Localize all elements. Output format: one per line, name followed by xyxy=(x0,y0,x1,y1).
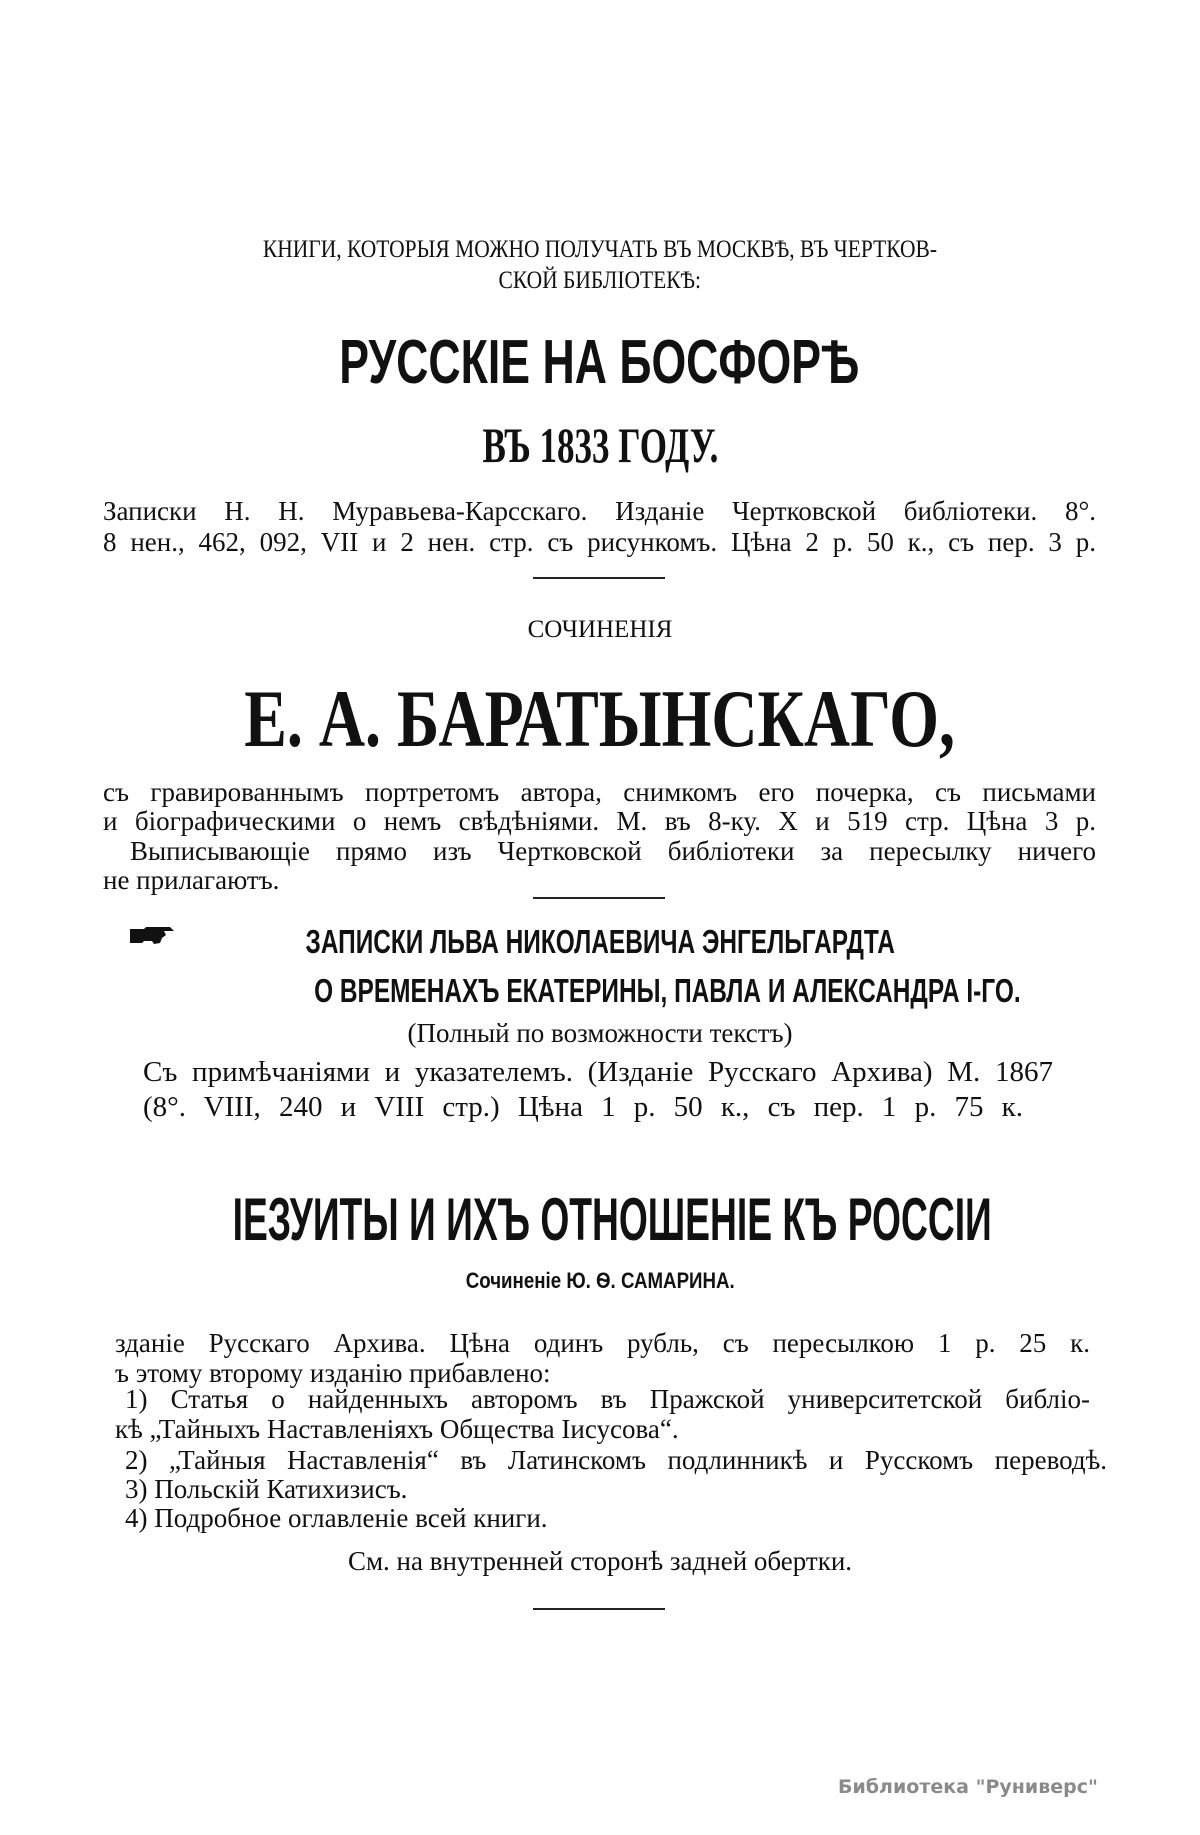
book2-desc-4: не прилагаютъ. xyxy=(103,865,280,895)
book4-footer: См. на внутренней сторонѣ задней обертки. xyxy=(347,1546,853,1576)
book2-desc-3: Выписывающіе прямо изъ Чертковской библіотеки за пересылку ничего xyxy=(130,836,1096,866)
book3-title-2-text: О ВРЕМЕНАХЪ ЕКАТЕРИНЫ, ПАВЛА И АЛЕКСАНДРА I-ГО. xyxy=(314,972,1021,1009)
book1-title-text: РУССКІЕ НА БОСФОРѢ xyxy=(339,328,861,397)
divider xyxy=(533,577,665,579)
header-line-1 xyxy=(0,237,1200,262)
book1-desc-1: Записки Н. Н. Муравьева-Карсскаго. Изданіе Чертковской библіотеки. 8°. xyxy=(103,496,1096,526)
book4-author xyxy=(0,1270,1200,1292)
book3-title-2 xyxy=(190,974,1110,1007)
book4-item-1: 1) Статья о найденныхъ авторомъ въ Пражской университетской библіо- xyxy=(125,1384,1090,1414)
book4-author-text: Сочиненіе Ю. Ѳ. САМАРИНА. xyxy=(465,1268,735,1293)
book3-title-1-text: ЗАПИСКИ ЛЬВА НИКОЛАЕВИЧА ЭНГЕЛЬГАРДТА xyxy=(305,923,895,960)
book3-desc-1: Съ примѣчаніями и указателемъ. (Изданіе Русскаго Архива) М. 1867 xyxy=(143,1056,1053,1088)
book2-desc-1: съ гравированнымъ портретомъ автора, снимкомъ его почерка, съ письмами xyxy=(103,777,1096,807)
book4-item-4: 4) Подробное оглавленіе всей книги. xyxy=(125,1503,548,1533)
divider xyxy=(533,897,665,899)
book1-subtitle-text: ВЪ 1833 ГОДУ. xyxy=(482,417,718,473)
book1-subtitle xyxy=(0,417,1200,473)
book3-note: (Полный по возможности текстъ) xyxy=(407,1018,793,1048)
divider xyxy=(533,1608,665,1610)
book4-desc-2: ъ этому второму изданію прибавлено: xyxy=(115,1358,551,1388)
book1-title xyxy=(0,328,1200,397)
book4-item-3: 3) Польскій Катихизисъ. xyxy=(125,1474,408,1504)
book2-desc-2: и біографическими о немъ свѣдѣніями. М. въ 8-ку. X и 519 стр. Цѣна 3 р. xyxy=(103,806,1096,836)
book2-author-text: Е. А. БАРАТЫНСКАГО, xyxy=(244,673,956,764)
book3-desc-2: (8°. VIII, 240 и VIII стр.) Цѣна 1 р. 50 к., съ пер. 1 р. 75 к. xyxy=(143,1091,1023,1123)
book4-desc-1: зданіе Русскаго Архива. Цѣна одинъ рубль, съ пересылкою 1 р. 25 к. xyxy=(115,1328,1090,1358)
header-line-2 xyxy=(0,268,1200,293)
watermark: Библиотека "Руниверс" xyxy=(838,1776,1098,1798)
book2-author xyxy=(0,673,1200,764)
book4-title-text: ІЕЗУИТЫ И ИХЪ ОТНОШЕНІЕ КЪ РОССІИ xyxy=(232,1186,992,1253)
header-text-2: СКОЙ БИБЛІОТЕКѢ: xyxy=(498,267,702,294)
header-text-1: КНИГИ, КОТОРЫЯ МОЖНО ПОЛУЧАТЬ ВЪ МОСКВѢ, ВЪ ЧЕРТКОВ- xyxy=(262,236,938,263)
book1-desc-2: 8 нен., 462, 092, VII и 2 нен. стр. съ рисункомъ. Цѣна 2 р. 50 к., съ пер. 3 р. xyxy=(103,527,1096,557)
book4-item-2: 2) „Тайныя Наставленія“ въ Латинскомъ подлинникѣ и Русскомъ переводѣ. xyxy=(125,1445,1107,1475)
book2-label: СОЧИНЕНІЯ xyxy=(527,616,673,643)
book3-title-1 xyxy=(130,925,1070,958)
book4-title xyxy=(0,1186,1200,1253)
book4-item-1-cont: кѣ „Тайныхъ Наставленіяхъ Общества Іисусова“. xyxy=(115,1414,679,1444)
